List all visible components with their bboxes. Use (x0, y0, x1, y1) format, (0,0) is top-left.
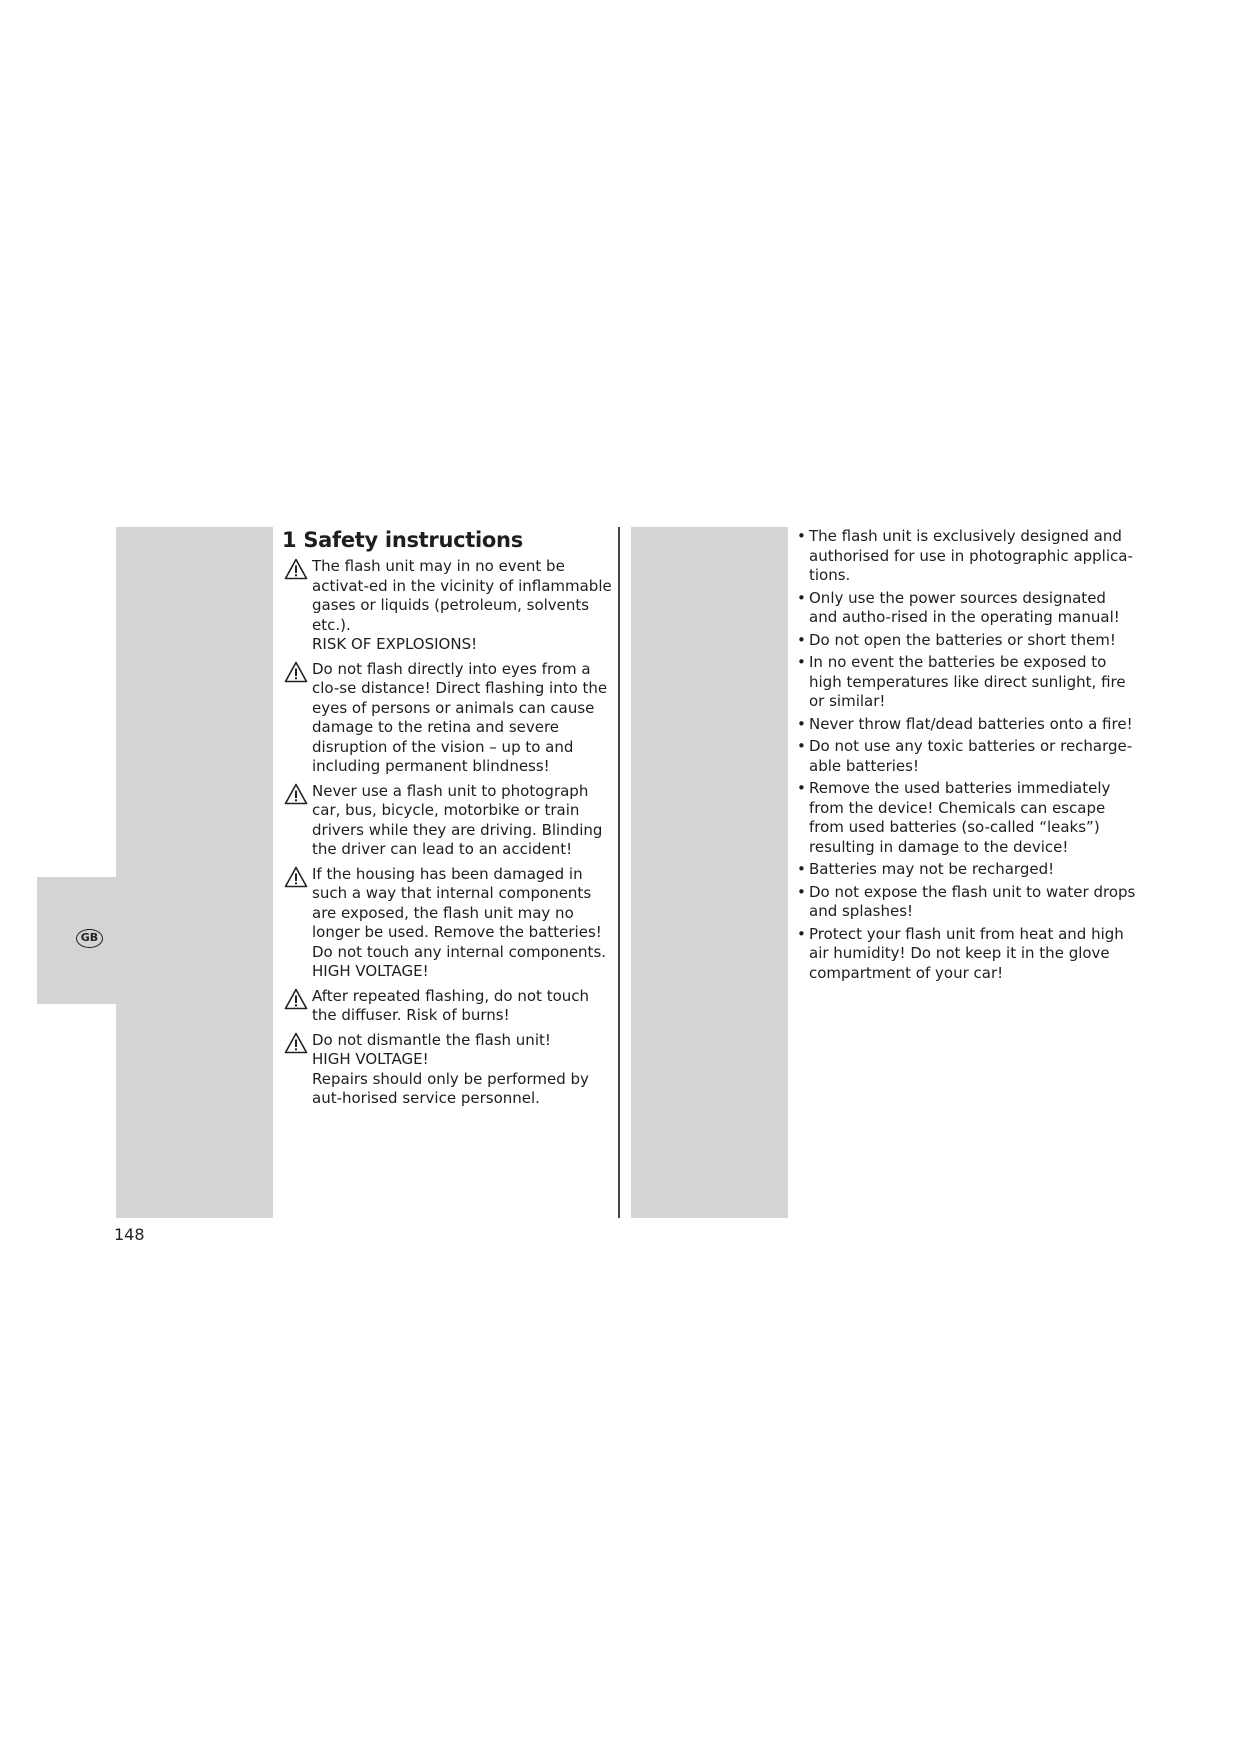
section-title: 1 Safety instructions (282, 528, 523, 552)
warning-text: Never use a flash unit to photograph car, bus, bicycle, motorbike or train drivers while they are driving. Blinding the driver can lead to an accident! (312, 781, 603, 858)
warning-triangle-icon (284, 988, 308, 1010)
warning-triangle-icon (284, 558, 308, 580)
warning-text: After repeated flashing, do not touch the diffuser. Risk of burns! (312, 986, 590, 1024)
warning-triangle-icon (284, 783, 308, 805)
warning-text: Do not dismantle the flash unit! (312, 1030, 551, 1049)
bullet-item: • The flash unit is exclusively designed and authorised for use in photographic applica-tions. (797, 527, 1137, 586)
warning-triangle-icon (284, 866, 308, 888)
bullet-column (797, 527, 1137, 986)
bullet-item: • Only use the power sources designated and autho-rised in the operating manual! (797, 589, 1137, 628)
bullet-item: • Do not open the batteries or short them! (797, 631, 1137, 651)
warning-text: HIGH VOLTAGE! (312, 962, 429, 980)
bullet-item: • Remove the used batteries immediately from the device! Chemicals can escape from used batteries (so-called “leaks”) resulting in damage to the device! (797, 779, 1137, 857)
warning-text: Do not flash directly into eyes from a clo-se distance! Direct flashing into the eyes of persons or animals can cause damage to the retina and severe disruption of the vision – up to and including permanent blindness! (312, 659, 608, 775)
warning-text: Repairs should only be performed by aut-horised service personnel. (312, 1069, 589, 1107)
warning-list (282, 557, 612, 1109)
warning-item (282, 557, 612, 655)
warning-item (282, 987, 612, 1026)
page-number: 148 (114, 1225, 145, 1244)
warning-item (282, 865, 612, 982)
warning-text: The flash unit may in no event be activat-ed in the vicinity of inflammable gases or liquids (petroleum, solvents etc.). (312, 557, 612, 634)
warning-item (282, 782, 612, 860)
bullet-item: • Protect your flash unit from heat and high air humidity! Do not keep it in the glove compartment of your car! (797, 925, 1137, 984)
warning-item (282, 1031, 612, 1109)
bullet-item: • Batteries may not be recharged! (797, 860, 1137, 880)
bullet-item: • Do not use any toxic batteries or recharge-able batteries! (797, 737, 1137, 776)
left-margin-band (116, 527, 273, 1218)
warning-triangle-icon (284, 1032, 308, 1054)
warning-text: HIGH VOLTAGE! (312, 1050, 429, 1068)
warning-triangle-icon (284, 661, 308, 683)
warning-text: If the housing has been damaged in such a way that internal components are exposed, the flash unit may no longer be used. Remove the batteries! Do not touch any internal components. (312, 864, 607, 961)
warning-text: RISK OF EXPLOSIONS! (312, 635, 478, 653)
warning-item (282, 660, 612, 777)
bullet-item: • Never throw flat/dead batteries onto a fire! (797, 715, 1137, 735)
column-divider (618, 527, 620, 1218)
bullet-list (797, 527, 1137, 983)
bullet-item: • In no event the batteries be exposed to high temperatures like direct sunlight, fire or similar! (797, 653, 1137, 712)
language-badge: GB (76, 929, 103, 948)
bullet-item: • Do not expose the flash unit to water drops and splashes! (797, 883, 1137, 922)
safety-instructions-column (282, 527, 612, 1114)
right-margin-band (631, 527, 788, 1218)
